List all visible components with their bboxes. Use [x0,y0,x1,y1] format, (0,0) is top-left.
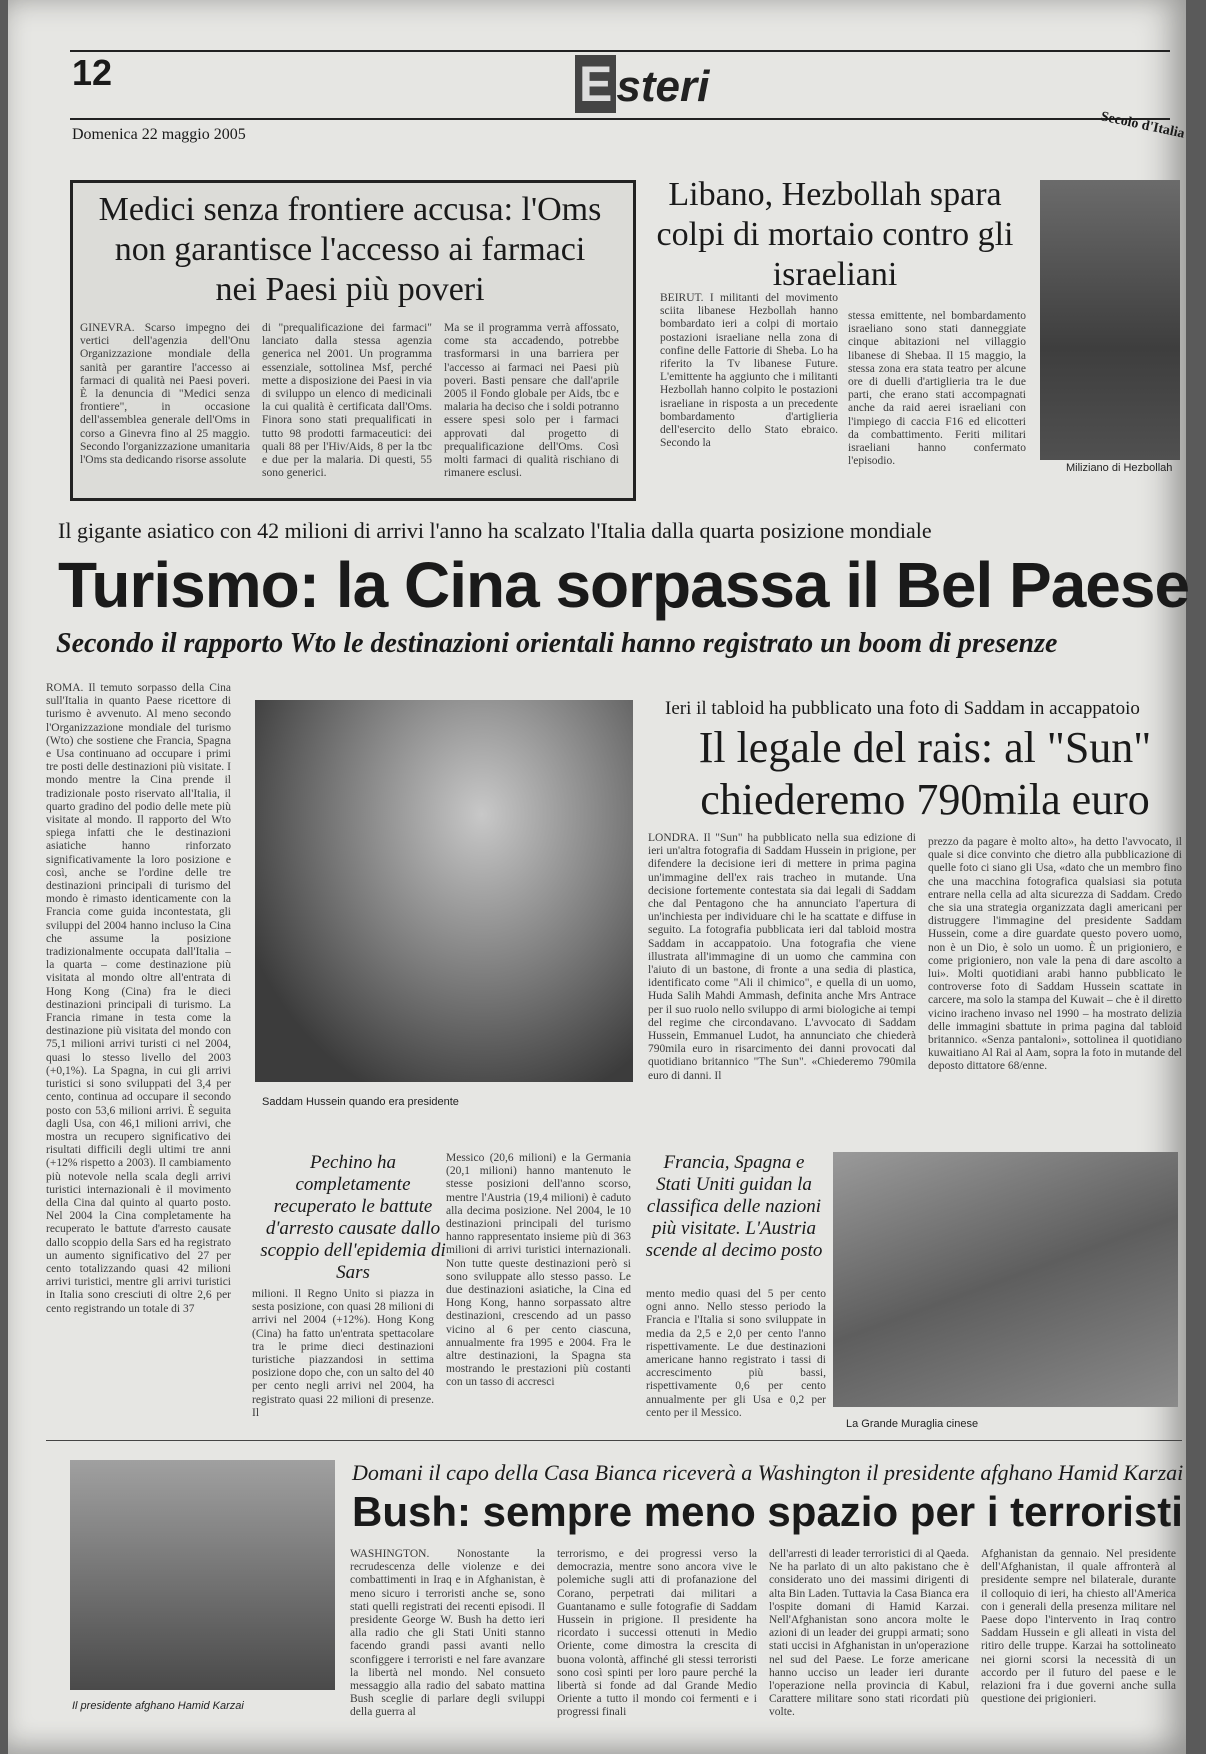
bush-column-1: WASHINGTON. Nonostante la recrudescenza delle violenze e dei combattimenti in Iraq e in Afghanistan, è meno sicuro i terroristi anche se, sono stati quelli registrati dei recenti episodi. Il presidente George W. Bush ha detto ieri alla radio che gli Stati Uniti stanno facendo grandi passi avanti nello sconfiggere i terroristi e nel fare avanzare la libertà nel mondo. Nel consueto messaggio alla radio del sabato mattina Bush sceglie di parlare degli sviluppi della guerra al [350,1548,545,1718]
header-rule [70,118,1170,120]
issue-date: Domenica 22 maggio 2005 [72,126,246,143]
masthead: Secolo d'Italia [1099,109,1186,142]
lebanon-column-1: BEIRUT. I militanti del movimento sciita libanese Hezbollah hanno bombardato ieri a colpi di mortaio postazioni israeliane nella zona di confine delle Fattorie di Sheba. Lo ha riferito la Tv libanese Future. L'emittente ha aggiunto che i militanti Hezbollah hanno colpito le postazioni israeliane in risposta a un precedente bombardamento d'artiglieria dell'esercito dello Stato ebraico. Secondo la [660,292,838,450]
saddam-photo-caption: Saddam Hussein quando era presidente [262,1096,459,1108]
saddam-photo [255,700,633,1082]
tourism-mid-column-2: Messico (20,6 milioni) e la Germania (20,1 milioni) hanno mantenuto le stesse posizioni dell'anno scorso, mentre l'Austria (19,4 milioni) è caduto alla decima posizione. Nel 2004, le 10 destinazioni principali del turismo hanno rappresentato insieme più di 363 milioni di arrivi turistici internazionali. Non tutte queste destinazioni però si sono sviluppate allo stesso passo. Le due destinazioni asiatiche, la Cina ed Hong Kong, hanno sorpassato altre destinazioni, crescendo ad un passo vicino al 6 per cento ciascuna, annualmente fra 1995 e 2004. Fra le altre destinazioni, la Spagna sta mostrando le prestazioni più costanti con un tasso di accresci [446,1152,631,1389]
karzai-photo-caption: Il presidente afghano Hamid Karzai [72,1700,244,1712]
section-divider [46,1440,1182,1441]
saddam-column-1: LONDRA. Il "Sun" ha pubblicato nella sua edizione di ieri un'altra fotografia di Saddam Hussein in prigione, per difendere la decisione ieri di mettere in prima pagina un'immagine dell'ex rais tracheo in mutande. Una decisione fortemente contestata sia dai legali di Saddam che dal Pentagono che ha annunciato l'apertura di un'inchiesta per individuare chi le ha scattate e diffuse in seguito. La fotografia pubblicata ieri dal tabloid mostra Saddam in accappatoio. Una fotografia che viene illustrata all'immagine di un uomo che cammina con l'aiuto di un bastone, di fronte a una sedia di plastica, identificato come "Ali il chimico", e quella di un uomo, Huda Salih Mahdi Ammash, definita anche Mrs Antrace per il suo ruolo nello sviluppo di armi biologiche ai tempi del regime che circondavano. L'avvocato di Saddam Hussein, Emmanuel Ludot, ha annunciato che chiederà 790mila euro in risarcimento dei danni provocati dal quotidiano britannico "The Sun". «Chiederemo 790mila euro di danni. Il [648,832,916,1082]
msf-column-2: di "prequalificazione dei farmaci" lanciato dalla stessa agenzia generica nel 2001. Un programma essenziale, sottolinea Msf, perché mette a disposizione dei Paesi in via di sviluppo un elenco di medicinali la cui qualità è certificata dall'Oms. Finora sono stati prequalificati in tutto 98 prodotti farmaceutici: dei quali 88 per l'Hiv/Aids, 8 per la tbc e due per la malaria. Di questi, 55 sono generici. [262,322,432,480]
saddam-headline: Il legale del rais: al "Sun" chiederemo 790mila euro [698,723,1152,824]
tourism-mid-column-3: mento medio quasi del 5 per cento ogni anno. Nello stesso periodo la Francia e l'Italia si sono sviluppate in media da 2,5 e 2,0 per cento l'anno rispettivamente. Le due destinazioni americane hanno registrato i tassi di accrescimento più bassi, rispettivamente 0,6 per cento annualmente per gli Usa e 0,2 per cento per il Messico. [646,1288,826,1418]
bush-kicker: Domani il capo della Casa Bianca riceverà a Washington il presidente afghano Hamid Karzai [352,1460,1184,1485]
lebanon-column-2: stessa emittente, nel bombardamento israeliano sono stati danneggiate cinque abitazioni nel villaggio libanese di Shebaa. Il 15 maggio, la stessa zona era stata teatro per alcune ore di duelli d'artiglieria tra le due parti, che erano stati accompagnati anche da raid aerei israeliani con l'impiego di caccia F16 ed elicotteri da combattimento. Feriti militari israeliani hanno confermato l'episodio. [848,310,1026,468]
great-wall-caption: La Grande Muraglia cinese [846,1418,979,1430]
section-initial: E [575,55,616,113]
hezbollah-photo [1040,180,1180,460]
msf-column-1: GINEVRA. Scarso impegno dei vertici dell'agenzia dell'Onu Organizzazione mondiale della sanità per garantire l'accesso ai farmaci di qualità nei Paesi poveri. È la denuncia di "Medici senza frontiere", in occasione dell'assemblea generale dell'Oms in corso a Ginevra fino al 25 maggio. Secondo l'organizzazione umanitaria l'Oms sta dedicando risorse assolute [80,322,250,467]
great-wall-photo [833,1152,1178,1407]
tourism-pullquote-2: Francia, Spagna e Stati Uniti guidan la classifica delle nazioni più visitate. L'Austria scende al decimo posto [645,1152,823,1261]
section-title [575,55,709,113]
lebanon-headline: Libano, Hezbollah spara colpi di mortaio contro gli israeliani [656,176,1014,293]
bush-column-2: terrorismo, e dei progressi verso la democrazia, mentre sono ancora vive le polemiche sugli atti di profanazione del Corano, perpetrati dai militari a Guantanamo e sulle fotografie di Saddam Hussein in prigione. Il presidente ha ricordato i successi ottenuti in Medio Oriente, come dimostra la crescita di buona volontà, affinché gli stessi terroristi sono così spinti per loro paure perché la libertà si fonde ad dal Grande Medio Oriente a tutto il mondo coi fermenti e i progressi finali [557,1548,757,1718]
tourism-mid-column-1: milioni. Il Regno Unito si piazza in sesta posizione, con quasi 28 milioni di arrivi nel 2004 (+12%). Hong Kong (Cina) ha fatto un'entrata spettacolare tra le prime dieci destinazioni turistiche piazzandosi in settima posizione dopo che, con un salto del 40 per cento negli arrivi nel 2004, ha registrato quasi 22 milioni di presenze. Il [252,1288,434,1418]
top-rule [70,50,1170,52]
tourism-pullquote-1: Pechino ha completamente recuperato le battute d'arresto causate dallo scoppio dell'epidemia di Sars [260,1152,446,1283]
msf-column-3: Ma se il programma verrà affossato, come sta accadendo, potrebbe trasformarsi in una barriera per l'accesso ai farmaci nei Paesi più poveri. Basti pensare che dall'aprile 2005 il Fondo globale per Aids, tbc e malaria ha deciso che i soldi potranno essere spesi solo per i farmaci approvati dal progetto di prequalificazione dell'Oms. Così molti farmaci di qualità rischiano di rimanere esclusi. [444,322,619,480]
saddam-column-2: prezzo da pagare è molto alto», ha detto l'avvocato, il quale si dice convinto che dietro alla pubblicazione di quelle foto ci siano gli Usa, «dato che un membro fino che una macchina fotografica qualsiasi sia potuta entrare nella cella ad alta sicurezza di Saddam. Credo che sia una strategia organizzata dagli americani per distruggere l'immagine del presidente Saddam Hussein, come a dire guardate questo povero uomo, non è un Dio, è solo un uomo. È un prigioniero, e come prigioniero, non vale la pena di dare ascolto a lui». Molti quotidiani arabi hanno pubblicato le controverse foto di Saddam Hussein scattate in carcere, ma solo la stampa del Kuwait – che è il diretto vicino iracheno invaso nel 1990 – ha mostrato delizia delle immagini sbattute in prima pagina dal tabloid britannico. «Senza pantaloni», sottolinea il quotidiano kuwaitiano Al Rai al Aam, sopra la foto in mutande del deposto dittatore 68/enne. [928,836,1182,1073]
tourism-subhead: Secondo il rapporto Wto le destinazioni orientali hanno registrato un boom di presenze [56,628,1058,659]
saddam-kicker: Ieri il tabloid ha pubblicato una foto di Saddam in accappatoio [665,698,1140,719]
msf-headline: Medici senza frontiere accusa: l'Oms non garantisce l'accesso ai farmaci nei Paesi più poveri [98,191,602,308]
tourism-column-left: ROMA. Il temuto sorpasso della Cina sull'Italia in quanto Paese ricettore di turismo è avvenuto. Al meno secondo l'Organizzazione mondiale del turismo (Wto) che sostiene che Francia, Spagna e Usa continuano ad occupare i primi tre posti delle destinazioni più visitate. I mondo mentre la Cina prende il tradizionale posto riservato all'Italia, il quarto gradino del podio delle mete più visitate al mondo. Il rapporto del Wto spiega infatti che le destinazioni asiatiche hanno rinforzato significativamente la loro posizione e così, anche se l'ordine delle tre destinazioni principali di turismo del mondo è rimasto identicamente con la Francia come guida incontestata, gli sviluppi del 2004 hanno incluso la Cina che assume la posizione tradizionalmente occupata dall'Italia – la quarta – come destinazione più visitata al mondo oltre all'entrata di Hong Kong (Cina) fra le dieci destinazioni principali di turismo. La Francia rimane in testa come la destinazione più visitata del mondo con 75,1 milioni arrivi turisti ci nel 2004, quasi lo stesso livello del 2003 (+0,1%). La Spagna, in cui gli arrivi turistici si sono sviluppati del 3,4 per cento, continua ad occupare il secondo posto con 53,6 milioni arrivi. È seguita dagli Usa, con 46,1 milioni arrivi, che mostra un recupero significativo dei risultati difficili degli ultimi tre anni (+12% rispetto a 2003). Il cambiamento più notevole nella scala degli arrivi turistici internazionali è il movimento della Cina dal quinto al quarto posto. Nel 2004 la Cina completamente ha recuperato le battute d'arresto causate dallo scoppio della Sars ed ha registrato un aumento significativo del 27 per cento totalizzando quasi 42 milioni arrivi turistici, mentre gli arrivi turistici in Italia sono cresciuti di oltre 2,6 per cento registrando un totale di 37 [46,682,231,1315]
page-number: 12 [72,52,113,93]
bush-column-3: dell'arresti di leader terroristici di al Qaeda. Ne ha parlato di un alto pakistano che è considerato uno dei massimi dirigenti di alta Bin Laden. Tuttavia la Casa Bianca era l'ospite domani di Hamid Karzai. Nell'Afghanistan sono ancora molte le azioni di un leader dei gruppi armati; sono stati uccisi in Afghanistan in un'operazione nel sud del Paese. Le forze americane hanno ucciso un leader ieri durante l'operazione nella provincia di Kabul, Carattere militare sono stati ricordati più volte. [769,1548,969,1718]
section-name: steri [616,62,710,111]
bush-column-4: Afghanistan da gennaio. Nel presidente dell'Afghanistan, il quale affronterà al presidente sempre nel bilaterale, durante il colloquio di ieri, ha chiesto all'America con i generali della presenza militare nel Paese dopo l'intervento in Iraq contro Saddam Hussein e gli alleati in vista del ritiro delle truppe. Karzai ha sottolineato nei giorni scorsi la necessità di un accordo per il futuro del paese e le relazioni fra i due governi anche sulla questione dei prigionieri. [981,1548,1176,1706]
karzai-photo [70,1460,335,1690]
bush-headline: Bush: sempre meno spazio per i terroristi [352,1488,1183,1535]
hezbollah-photo-caption: Miliziano di Hezbollah [1066,462,1173,474]
tourism-headline: Turismo: la Cina sorpassa il Bel Paese [58,549,1190,621]
tourism-kicker: Il gigante asiatico con 42 milioni di arrivi l'anno ha scalzato l'Italia dalla quarta posizione mondiale [58,518,932,543]
